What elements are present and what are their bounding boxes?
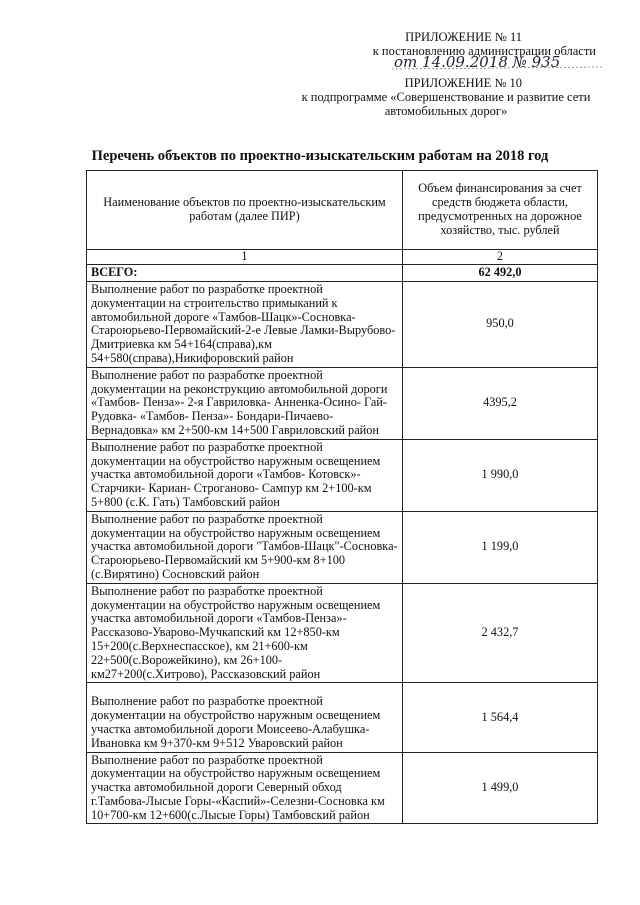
table-row (87, 583, 598, 683)
table-row (87, 367, 598, 439)
object-name: Выполнение работ по разработке проектной документации на обустройство наружным освещением участка автомобильной дороги "Тамбов-Шацк"-Сосновка-Староюрьево-Первомайский км 5+900-км 8+100 (с.Вирятино) Сосновский район (87, 511, 403, 583)
object-amount: 2 432,7 (403, 583, 598, 683)
appendix-10-subtitle: к подпрограмме «Совершенствование и развитие сети автомобильных дорог» (301, 90, 591, 118)
table-row (87, 282, 598, 368)
column-number-2: 2 (403, 250, 598, 265)
table-row (87, 439, 598, 511)
object-amount: 4395,2 (403, 367, 598, 439)
handwritten-date-text: от 14.09.2018 № 935 (394, 53, 561, 71)
object-amount: 1 564,4 (403, 683, 598, 752)
table-row (87, 511, 598, 583)
column-number-row (87, 250, 598, 265)
object-name: Выполнение работ по разработке проектной документации на обустройство наружным освещением участка автомобильной дороги Моисеево-Алабушка-Ивановка км 9+370-км 9+512 Уваровский район (87, 683, 403, 752)
object-name: Выполнение работ по разработке проектной документации на обустройство наружным освещением участка автомобильной дороги «Тамбов- Котовск»-Старчики- Кариан- Строганово- Сампур км 2+100-км 5+800 (с.К. Гать) Тамбовский район (87, 439, 403, 511)
table-header-row (87, 171, 598, 250)
objects-table (86, 170, 598, 824)
appendix-11-subtitle: к постановлению администрации области (372, 44, 596, 58)
appendix-11-title: ПРИЛОЖЕНИЕ № 11 (405, 30, 522, 44)
total-row (87, 265, 598, 282)
handwritten-date-number (392, 53, 612, 73)
object-name: Выполнение работ по разработке проектной документации на обустройство наружным освещением участка автомобильной дороги Северный обход г.Тамбова-Лысые Горы-«Каспий»-Селезни-Сосновка км 10+700-км 12+600(с.Лысые Горы) Тамбовский район (87, 752, 403, 824)
object-amount: 1 499,0 (403, 752, 598, 824)
total-value: 62 492,0 (403, 265, 598, 282)
document-title: Перечень объектов по проектно-изыскательским работам на 2018 год (91, 148, 549, 164)
object-amount: 950,0 (403, 282, 598, 368)
column-header-name: Наименование объектов по проектно-изыскательским работам (далее ПИР) (87, 171, 403, 250)
column-header-amount: Объем финансирования за счет средств бюджета области, предусмотренных на дорожное хозяйство, тыс. рублей (403, 171, 598, 250)
object-name: Выполнение работ по разработке проектной документации на обустройство наружным освещением участка автомобильной дороги «Тамбов-Пенза»-Рассказово-Уварово-Мучкапский км 12+850-км 15+200(с.Верхнеспасское), км 21+600-км 22+500(с.Ворожейкино), км 26+100-км27+200(с.Хитрово), Рассказовский район (87, 583, 403, 683)
object-name: Выполнение работ по разработке проектной документации на строительство примыканий к автомобильной дороге «Тамбов-Шацк»-Сосновка-Староюрьево-Первомайский-2-е Левые Ламки-Вырубово-Дмитриевка км 54+164(справа),км 54+580(справа),Никифоровский район (87, 282, 403, 368)
object-name: Выполнение работ по разработке проектной документации на реконструкцию автомобильной дороги «Тамбов- Пенза»- 2-я Гавриловка- Анненка-Осино- Гай- Рудовка- «Тамбов- Пенза»- Бондари-Пичаево- Вернадовка» км 2+500-км 14+500 Гавриловский район (87, 367, 403, 439)
column-number-1: 1 (87, 250, 403, 265)
table-row (87, 683, 598, 752)
total-label: ВСЕГО: (87, 265, 403, 282)
object-amount: 1 990,0 (403, 439, 598, 511)
table-row (87, 752, 598, 824)
appendix-10-title: ПРИЛОЖЕНИЕ № 10 (404, 76, 522, 90)
object-amount: 1 199,0 (403, 511, 598, 583)
